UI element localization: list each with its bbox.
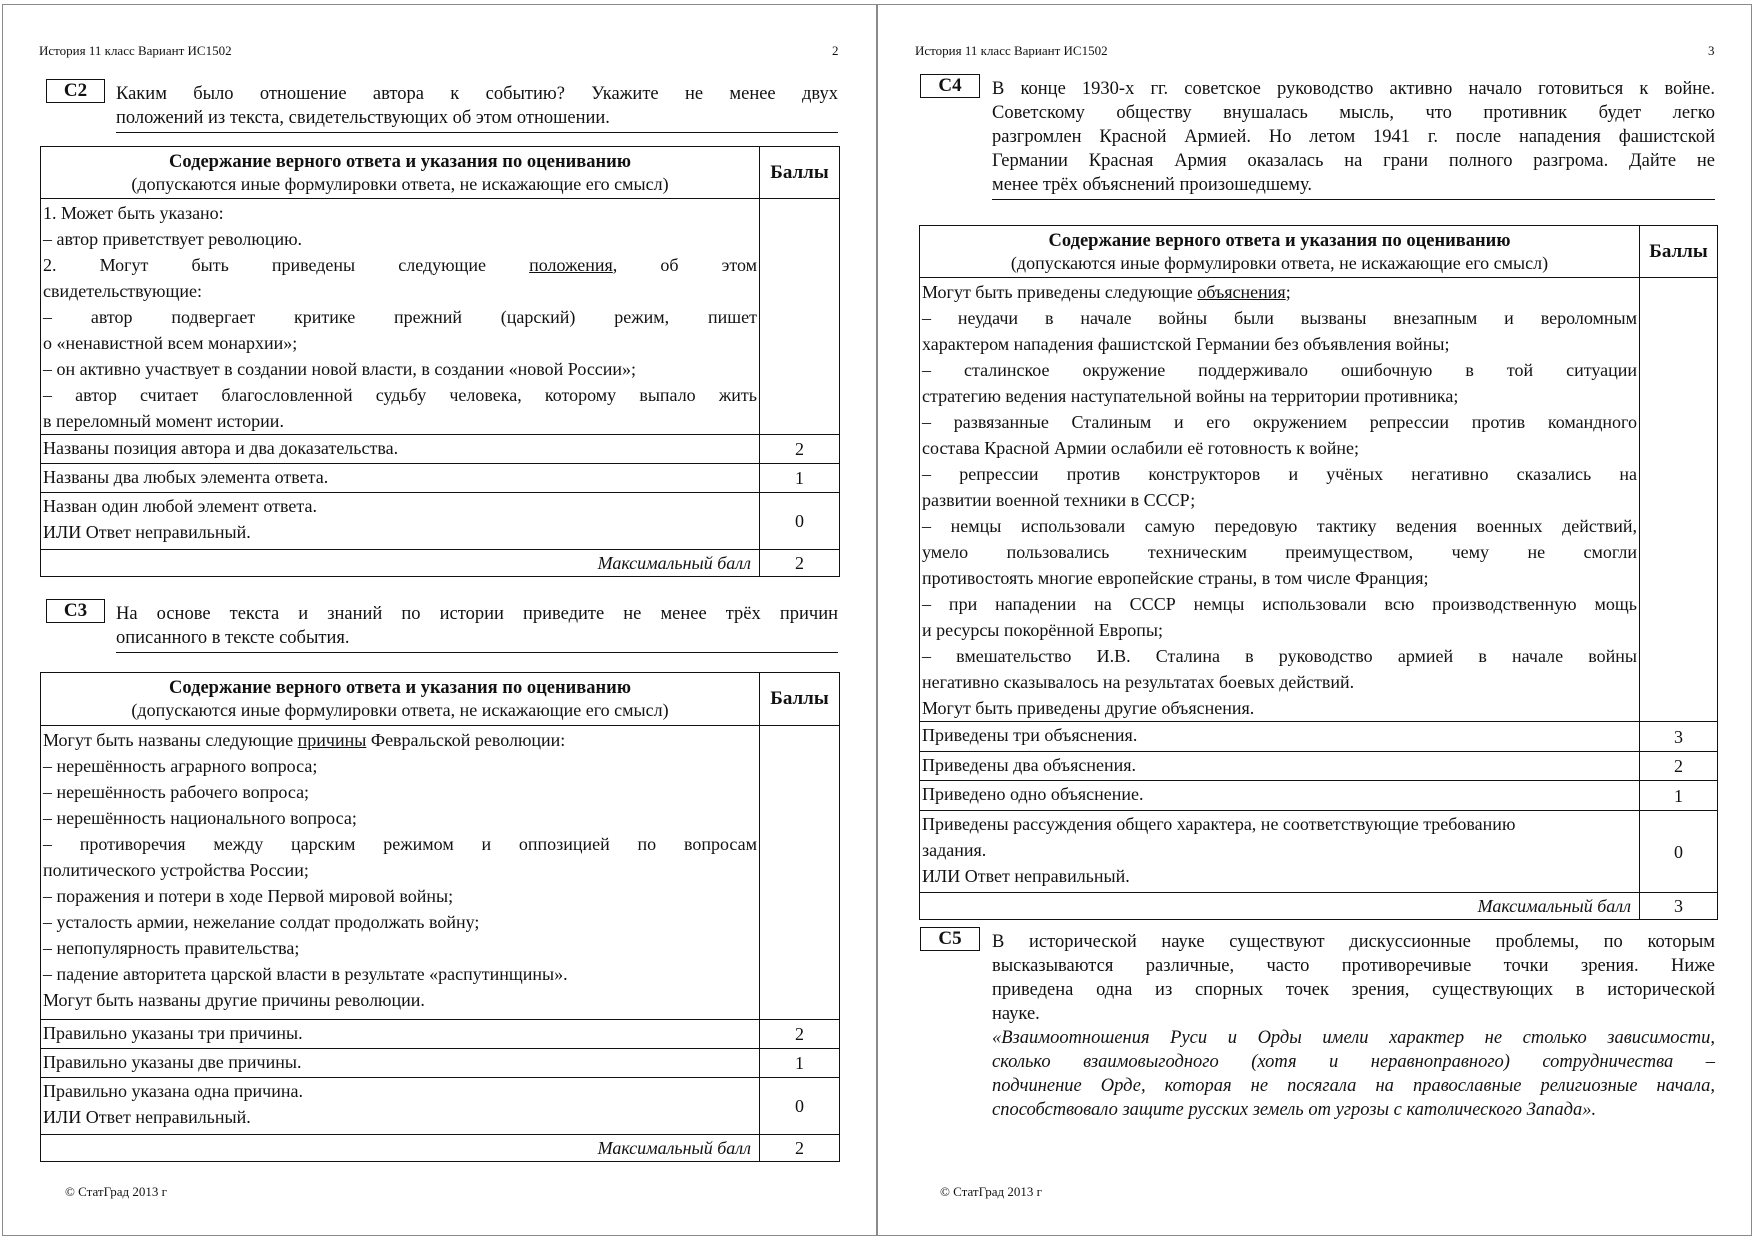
criterion-line: ИЛИ Ответ неправильный. [922, 866, 1130, 886]
answer-line: – усталость армии, нежелание солдат продолжать войну; [43, 912, 480, 932]
header-content-cell [41, 673, 760, 726]
underlined-keyword: объяснения [1197, 282, 1286, 302]
max-score-value: 2 [760, 550, 840, 577]
header-content-cell [41, 147, 760, 199]
criterion-line: ИЛИ Ответ неправильный. [43, 1107, 251, 1127]
criterion-score: 3 [1640, 722, 1718, 752]
question-line: описанного в тексте события. [116, 628, 350, 648]
answer-line: – падение авторитета царской власти в результате «распутинщины». [43, 964, 568, 984]
answer-line: Могут быть названы следующие причины Февральской революции: [43, 730, 566, 750]
criterion-line: Приведены три объяснения. [922, 725, 1138, 745]
header-content-cell [920, 226, 1640, 278]
criterion-score: 1 [1640, 781, 1718, 811]
answer-line: – немцы использовали самую передовую тактику ведения военных действий, [922, 516, 1637, 536]
criterion-row [920, 781, 1718, 811]
answer-line: – непопулярность правительства; [43, 938, 300, 958]
answer-line: негативно сказывалось на результатах боевых действий. [922, 672, 1355, 692]
task-label-c3: C3 [46, 599, 105, 623]
page-number: 3 [1708, 43, 1715, 58]
criterion-row [920, 811, 1718, 893]
criterion-score: 1 [760, 464, 840, 493]
criterion-row [920, 722, 1718, 752]
answer-line: свидетельствующие: [43, 281, 202, 301]
answer-line: состава Красной Армии ослабили её готовность к войне; [922, 438, 1360, 458]
criterion-row [41, 1078, 840, 1135]
question-line: приведена одна из спорных точек зрения, существующих в исторической [992, 980, 1715, 1000]
page-header: История 11 класс Вариант ИС1502 [39, 43, 232, 58]
table-header-row [41, 673, 840, 726]
criterion-line: Названы позиция автора и два доказательства. [43, 438, 399, 458]
answer-line: противостоять многие европейские страны, в том числе Франция; [922, 568, 1429, 588]
task-label-c5: C5 [920, 927, 980, 951]
quote-line: сколько взаимовыгодного (хотя и неравноправного) сотрудничества – [992, 1052, 1715, 1072]
criterion-text [41, 493, 760, 550]
criterion-row [41, 464, 840, 493]
answer-line: – нерешённость национального вопроса; [43, 808, 357, 828]
table-header-row [920, 226, 1718, 278]
page-3 [877, 4, 1752, 1236]
answer-line: – вмешательство И.В. Сталина в руководство армией в начале войны [922, 646, 1637, 666]
criterion-row [920, 752, 1718, 781]
answer-content-row [41, 726, 840, 1020]
page-number: 2 [832, 43, 839, 58]
answer-line: характером нападения фашистской Германии без объявления войны; [922, 334, 1450, 354]
criterion-line: ИЛИ Ответ неправильный. [43, 522, 251, 542]
criterion-text [41, 435, 760, 464]
criterion-row [41, 493, 840, 550]
empty-score-cell [760, 199, 840, 435]
question-line: На основе текста и знаний по истории приведите не менее трёх причин [116, 604, 838, 624]
question-line: Советскому обществу внушалась мысль, что противник будет легко [992, 103, 1715, 123]
max-score-value: 2 [760, 1135, 840, 1162]
criterion-line: задания. [922, 840, 987, 860]
answer-line: – противоречия между царским режимом и оппозицией по вопросам [43, 834, 757, 854]
max-score-row [41, 550, 840, 577]
answer-line: – нерешённость аграрного вопроса; [43, 756, 318, 776]
answer-line: – нерешённость рабочего вопроса; [43, 782, 310, 802]
header-score-cell: Баллы [760, 147, 840, 199]
quote-line: способствовало защите русских земель от угрозы с католического Запада». [992, 1100, 1597, 1120]
question-line: В исторической науке существуют дискуссионные проблемы, по которым [992, 932, 1715, 952]
criterion-row [41, 435, 840, 464]
answer-line: 2. Могут быть приведены следующие положения, об этом [43, 255, 757, 275]
answer-line: – он активно участвует в создании новой власти, в создании «новой России»; [43, 359, 637, 379]
answer-line: – при нападении на СССР немцы использовали всю производственную мощь [922, 594, 1637, 614]
criterion-line: Правильно указана одна причина. [43, 1081, 303, 1101]
answer-content-cell [41, 726, 760, 1020]
answer-line: Могут быть приведены следующие объяснения; [922, 282, 1291, 302]
criterion-row [41, 1049, 840, 1078]
table-header-row [41, 147, 840, 199]
answer-line: и ресурсы покорённой Европы; [922, 620, 1163, 640]
criterion-score: 2 [760, 435, 840, 464]
page-footer: © СтатГрад 2013 г [65, 1184, 167, 1199]
answer-line: Могут быть названы другие причины революции. [43, 990, 425, 1010]
max-score-row [920, 893, 1718, 920]
task-c4-scoring-table [919, 225, 1718, 920]
quote-line: «Взаимоотношения Руси и Орды имели характер не столько зависимости, [992, 1028, 1715, 1048]
answer-line: – поражения и потери в ходе Первой мировой войны; [43, 886, 454, 906]
question-line: науке. [992, 1004, 1040, 1024]
question-line: разгромлен Красной Армией. Но летом 1941 г. после нападения фашистской [992, 127, 1715, 147]
answer-content-row [920, 278, 1718, 722]
answer-line: – автор подвергает критике прежний (царский) режим, пишет [43, 307, 757, 327]
criterion-line: Приведено одно объяснение. [922, 784, 1144, 804]
criterion-text [41, 1020, 760, 1049]
answer-content-row [41, 199, 840, 435]
answer-line: – автор считает благословленной судьбу человека, которому выпало жить [43, 385, 757, 405]
header-score-cell: Баллы [760, 673, 840, 726]
empty-score-cell [760, 726, 840, 1020]
max-score-label: Максимальный балл [41, 1135, 760, 1162]
header-title: Содержание верного ответа и указания по оцениванию [169, 151, 631, 172]
answer-line: 1. Может быть указано: [43, 203, 224, 223]
criterion-line: Приведены рассуждения общего характера, не соответствующие требованию [922, 814, 1516, 834]
criterion-score: 0 [1640, 811, 1718, 893]
answer-line: Могут быть приведены другие объяснения. [922, 698, 1255, 718]
header-title: Содержание верного ответа и указания по оцениванию [1048, 230, 1511, 251]
empty-score-cell [1640, 278, 1718, 722]
question-line: менее трёх объяснений произошедшему. [992, 175, 1313, 195]
answer-content-cell [920, 278, 1640, 722]
answer-line: – сталинское окружение поддерживало ошибочную в той ситуации [922, 360, 1637, 380]
criterion-score: 1 [760, 1049, 840, 1078]
max-score-label: Максимальный балл [41, 550, 760, 577]
task-label-c4: C4 [920, 74, 980, 98]
criterion-score: 0 [760, 493, 840, 550]
task-c3-scoring-table [40, 672, 840, 1162]
answer-line: о «ненавистной всем монархии»; [43, 333, 298, 353]
criterion-text [920, 781, 1640, 811]
criterion-line: Назван один любой элемент ответа. [43, 496, 317, 516]
header-title: Содержание верного ответа и указания по оцениванию [169, 678, 631, 698]
task-c5-question [992, 930, 1715, 1124]
underlined-keyword: причины [297, 730, 367, 750]
header-subtitle: (допускаются иные формулировки ответа, не искажающие его смысл) [1010, 252, 1549, 273]
criterion-row [41, 1020, 840, 1049]
question-line: Каким было отношение автора к событию? Укажите не менее двух [116, 84, 838, 104]
answer-line: в переломный момент истории. [43, 411, 284, 431]
max-score-value: 3 [1640, 893, 1718, 920]
criterion-score: 2 [1640, 752, 1718, 781]
criterion-line: Названы два любых элемента ответа. [43, 467, 329, 487]
question-line: высказываются различные, часто противоречивые точки зрения. Ниже [992, 956, 1715, 976]
answer-line: – развязанные Сталиным и его окружением репрессии против командного [922, 412, 1637, 432]
answer-line: стратегию ведения наступательной войны на территории противника; [922, 386, 1459, 406]
question-line: Германии Красная Армия оказалась на грани полного разгрома. Дайте не [992, 151, 1715, 171]
underlined-keyword: положения [529, 255, 613, 275]
max-score-label: Максимальный балл [920, 893, 1640, 920]
answer-line: – автор приветствует революцию. [43, 229, 303, 249]
answer-line: – репрессии против конструкторов и учёных негативно сказались на [922, 464, 1637, 484]
answer-line: умело пользовались техническим преимуществом, чему не смогли [922, 542, 1637, 562]
answer-line: развитии военной техники в СССР; [922, 490, 1196, 510]
criterion-line: Правильно указаны две причины. [43, 1052, 302, 1072]
criterion-text [41, 464, 760, 493]
answer-content-cell [41, 199, 760, 435]
page-2 [2, 4, 877, 1236]
criterion-text [920, 752, 1640, 781]
task-label-c2: C2 [46, 79, 105, 103]
question-line: положений из текста, свидетельствующих об этом отношении. [116, 108, 610, 128]
quote-line: подчинение Орде, которая не посягала на православные религиозные начала, [992, 1076, 1715, 1096]
criterion-line: Приведены два объяснения. [922, 755, 1137, 775]
criterion-score: 0 [760, 1078, 840, 1135]
criterion-text [41, 1078, 760, 1135]
criterion-text [41, 1049, 760, 1078]
task-c4-question [992, 77, 1715, 200]
header-score-cell: Баллы [1640, 226, 1718, 278]
criterion-score: 2 [760, 1020, 840, 1049]
task-c3-question [116, 602, 838, 653]
page-header: История 11 класс Вариант ИС1502 [915, 43, 1108, 58]
header-subtitle: (допускаются иные формулировки ответа, не искажающие его смысл) [131, 700, 669, 720]
task-c2-scoring-table [40, 146, 840, 577]
max-score-row [41, 1135, 840, 1162]
question-line: В конце 1930-х гг. советское руководство активно начало готовиться к войне. [992, 79, 1715, 99]
criterion-text [920, 722, 1640, 752]
task-c2-question [116, 82, 838, 133]
page-footer: © СтатГрад 2013 г [940, 1184, 1042, 1199]
answer-line: – неудачи в начале войны были вызваны внезапным и вероломным [922, 308, 1637, 328]
header-subtitle: (допускаются иные формулировки ответа, не искажающие его смысл) [131, 173, 669, 194]
criterion-text [920, 811, 1640, 893]
criterion-line: Правильно указаны три причины. [43, 1023, 303, 1043]
answer-line: политического устройства России; [43, 860, 309, 880]
